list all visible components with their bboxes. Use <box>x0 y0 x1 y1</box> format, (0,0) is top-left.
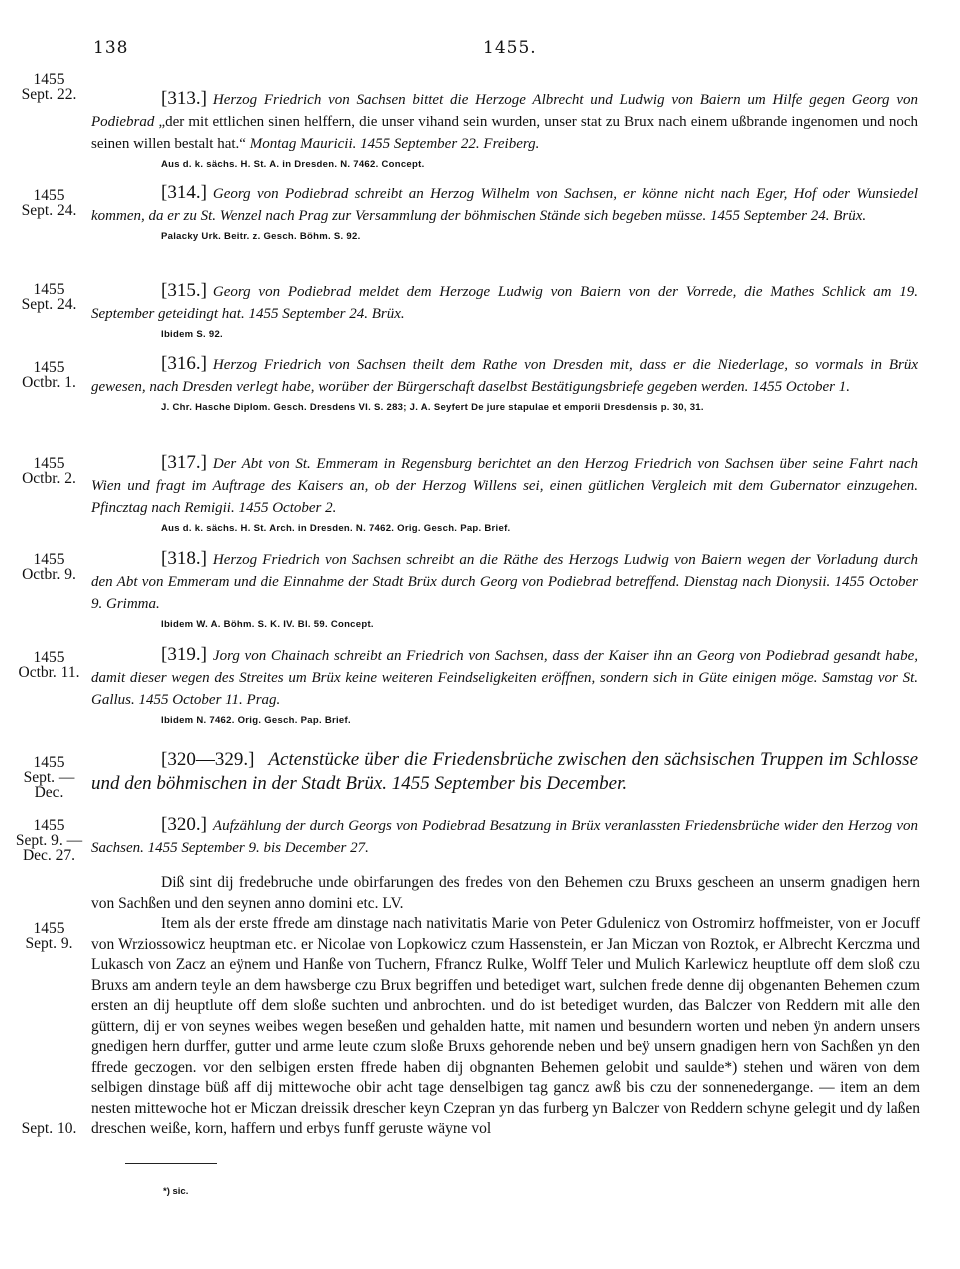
regest-entry <box>91 644 918 726</box>
margin-date: 1455 Sept. — Dec. <box>23 754 75 801</box>
entry-summary: Herzog Friedrich von Sachsen bittet die Herzoge Albrecht und Ludwig von Baiern um Hilfe gegen Georg von Podiebrad <box>91 92 918 130</box>
margin-date: 1455 Sept. 24. <box>21 281 77 313</box>
entry-source: Aus d. k. sächs. H. St. A. in Dresden. N. 7462. Concept. <box>161 159 425 170</box>
margin-date: 1455 Octbr. 1. <box>22 359 76 391</box>
regest-entry <box>91 280 918 340</box>
entry-quote: „der mit ettlichen sinen helffern, die unser vihand sein wurden, unser stat zu Brux nach einem ußbrande ingenomen und noch seinen willen bestalt hat.“ <box>91 114 918 152</box>
entry-number: [319.] <box>161 644 207 665</box>
footnote: *) sic. <box>163 1186 189 1197</box>
body-paragraph: Diß sint dij fredebruche unde obirfarungen des fredes von den Behemen czu Bruxs gescheen an unserm gnadigen hern von Sachßen und den seynen anno domini etc. LV. <box>91 874 920 912</box>
entry-source: Ibidem S. 92. <box>161 329 223 340</box>
entry-source: Palacky Urk. Beitr. z. Gesch. Böhm. S. 92. <box>161 231 361 242</box>
footnote-rule <box>125 1163 217 1164</box>
regest-entry <box>91 182 918 242</box>
entry-number: [315.] <box>161 280 207 301</box>
entry-summary: Jorg von Chainach schreibt an Friedrich von Sachsen, dass der Kaiser ihn an Georg von Podiebrad gesandt habe, damit dieser wegen des Streites um Brüx keine weiteren Feindseligkeiten eröffnen, sondern sich in Güte einigen möge. Samstag vor St. Gallus. 1455 October 11. Prag. <box>91 648 918 708</box>
regest-entry <box>91 452 918 534</box>
margin-date: 1455 Octbr. 11. <box>18 649 80 681</box>
entry-summary: Georg von Podiebrad schreibt an Herzog Wilhelm von Sachsen, er könne nicht nach Eger, Hof oder Wunsiedel kommen, da er zu St. Wenzel nach Prag zur Versammlung der böhmischen Stände sich begeben müsse. 1455 September 24. Brüx. <box>91 186 918 224</box>
entry-number: [320.] <box>161 814 207 835</box>
page-number: 138 <box>93 38 129 58</box>
regest-entry <box>91 814 918 859</box>
body-paragraph: Item als der erste ffrede am dinstage nach nativitatis Marie von Peter Gdulenicz von Ostromirz hoffmeister, von er Jocuff von Wrziossowicz heuptman etc. er Nicolae von Lopkowicz czum Hassenstein, er Jan Miczan von Roztok, er Albrecht Kerczma und Lukasch von Zacz an eÿnem und Hanße von Tuchern, Ffrancz Rulke, Wolff Teler und Mulich Karlewicz heuptlute off dem sloß czu Bruxs am andern teyle an dem hawsberge czu Brux begriffen und betediget wart, sulchen frede denne dij obgenanten Behemen czum ersten an dij heuptlute off dem sloße suchten und anbrochten. und do ist betediget wurden, das Balczer von Reddern mit alle den güttern, dij er von seynes weibes wegen beseßen und gehalden hatte, mit namen und besundern worten und neben ÿn andern unsers gnedigen hern durffer, gutter und arme leute czum sloße Bruxs gehorende neben und beÿ unsern gnadigen hern von Sachßen yn den ffrede geczogen. vor den selbigen ersten ffrede haben dij obgnanten Behemen gelobit und saulde*) stehen und wären von dem selbigen dinstage büß aff dij mittewoche obir acht tage denselbigen tag gancz awß bis czu der sonnenedergange. — item an dem nesten mittewoche hot er Miczan dreissik drescher keyn Czepran yn das furberg yn Balczer von Reddern schyne gelegit und dy laßen dreschen weiße, korn, haffern und erbys funff geruste wäyne vol <box>91 915 920 1137</box>
entry-number: [320—329.] <box>161 749 255 770</box>
margin-date: 1455 Sept. 22. <box>21 71 77 103</box>
regest-entry <box>91 353 918 413</box>
margin-date: 1455 Sept. 24. <box>21 187 77 219</box>
entry-summary: Herzog Friedrich von Sachsen schreibt an die Räthe des Herzogs Ludwig von Baiern wegen der Vorladung durch den Abt von Emmeram und die Einnahme der Stadt Brüx durch Georg von Podiebrad betreffend. Dienstag nach Dionysii. 1455 October 9. Grimma. <box>91 552 918 612</box>
entry-date: Montag Mauricii. 1455 September 22. Freiberg. <box>249 136 540 152</box>
margin-date: 1455 Sept. 9. <box>25 920 73 952</box>
document-body <box>91 873 920 1140</box>
entry-source: J. Chr. Hasche Diplom. Gesch. Dresdens VI. S. 283; J. A. Seyfert De jure stapulae et emporii Dresdensis p. 30, 31. <box>161 402 704 413</box>
margin-date: 1455 Octbr. 2. <box>22 455 76 487</box>
entry-number: [313.] <box>161 88 207 109</box>
entry-number: [317.] <box>161 452 207 473</box>
entry-number: [318.] <box>161 548 207 569</box>
regest-entry <box>91 548 918 630</box>
entry-summary: Georg von Podiebrad meldet dem Herzoge Ludwig von Baiern von der Vorrede, die Mathes Schlick am 19. September geteidingt hat. 1455 September 24. Brüx. <box>91 284 918 322</box>
regest-entry <box>91 88 918 170</box>
running-header-year: 1455. <box>483 38 537 58</box>
entry-summary: Herzog Friedrich von Sachsen theilt dem Rathe von Dresden mit, dass er die Niederlage, so vormals in Brüx gewesen, nach Dresden verlegt habe, worüber der Bürgerschaft daselbst Bestätigungsbriefe gegeben werden. 1455 October 1. <box>91 357 918 395</box>
entry-summary: Der Abt von St. Emmeram in Regensburg berichtet an den Herzog Friedrich von Sachsen über seine Fahrt nach Wien und fragt im Auftrage des Kaisers an, ob der Herzog Willens sei, einen gütlichen Vergleich mit dem Gubernator einzugehen. Pfincztag nach Remigii. 1455 October 2. <box>91 456 918 516</box>
entry-number: [314.] <box>161 182 207 203</box>
entry-summary: Aufzählung der durch Georgs von Podiebrad Besatzung in Brüx veranlassten Friedensbrüche wider den Herzog von Sachsen. 1455 September 9. bis December 27. <box>91 818 918 856</box>
entry-summary: Actenstücke über die Friedensbrüche zwischen den sächsischen Truppen im Schlosse und den böhmischen in der Stadt Brüx. 1455 September bis December. <box>91 749 918 794</box>
margin-date: 1455 Octbr. 9. <box>22 551 76 583</box>
margin-date: 1455 Sept. 9. — Dec. 27. <box>15 817 83 864</box>
section-heading <box>91 748 918 796</box>
margin-date: Sept. 10. <box>21 1120 77 1137</box>
entry-source: Aus d. k. sächs. H. St. Arch. in Dresden. N. 7462. Orig. Gesch. Pap. Brief. <box>161 523 511 534</box>
entry-source: Ibidem W. A. Böhm. S. K. IV. Bl. 59. Concept. <box>161 619 374 630</box>
entry-number: [316.] <box>161 353 207 374</box>
entry-source: Ibidem N. 7462. Orig. Gesch. Pap. Brief. <box>161 715 351 726</box>
